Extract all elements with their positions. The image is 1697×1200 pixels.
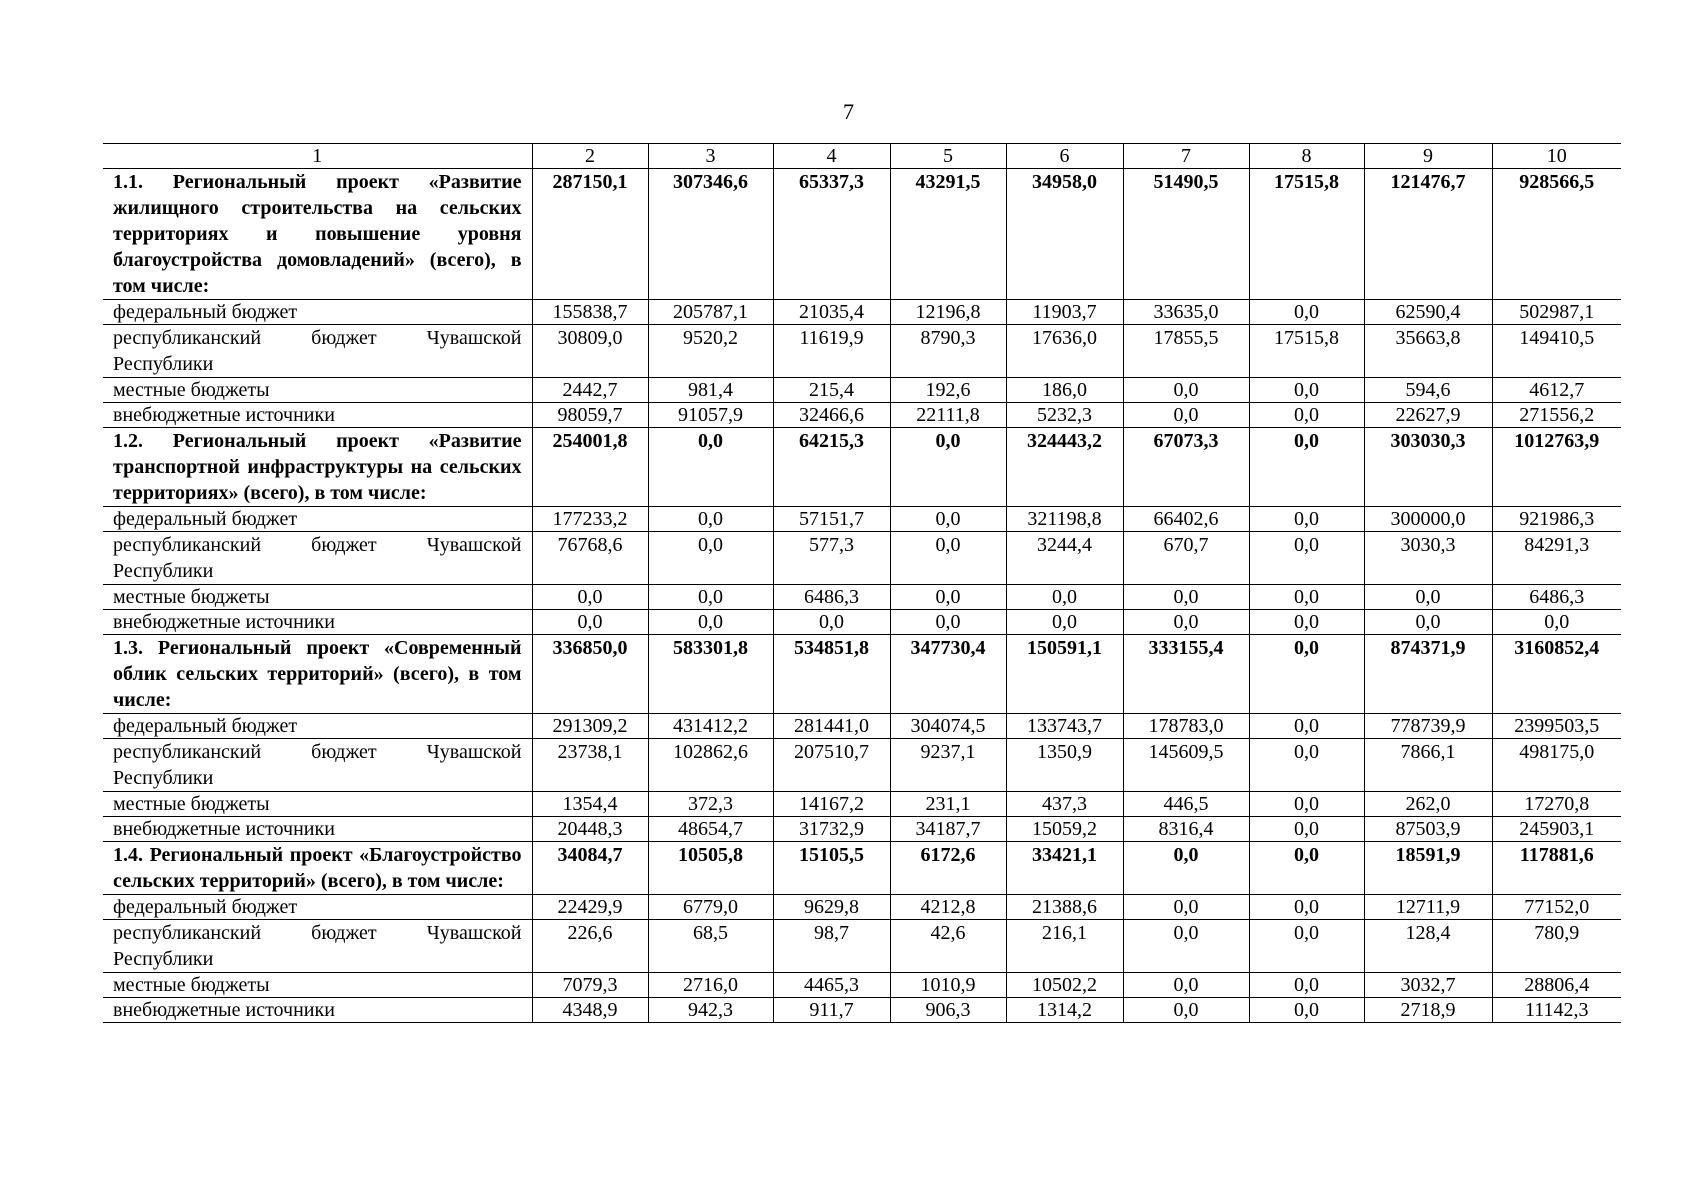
value-cell: 906,3 [890,998,1006,1023]
value-cell: 0,0 [1249,300,1364,325]
value-cell: 77152,0 [1492,895,1621,920]
value-cell: 8316,4 [1123,817,1249,842]
value-cell: 150591,1 [1006,635,1123,714]
value-cell: 30809,0 [532,325,648,378]
value-cell: 6486,3 [773,585,890,610]
value-cell: 62590,4 [1364,300,1492,325]
value-cell: 446,5 [1123,792,1249,817]
value-cell: 336850,0 [532,635,648,714]
value-cell: 780,9 [1492,920,1621,973]
value-cell: 231,1 [890,792,1006,817]
source-name-cell: федеральный бюджет [103,300,532,325]
value-cell: 51490,5 [1123,169,1249,300]
source-name-cell: местные бюджеты [103,973,532,998]
value-cell: 22627,9 [1364,403,1492,428]
source-row [103,300,1621,325]
column-number-cell: 4 [773,144,890,169]
source-row [103,739,1621,792]
source-row [103,895,1621,920]
value-cell: 64215,3 [773,428,890,507]
value-cell: 534851,8 [773,635,890,714]
value-cell: 0,0 [1249,973,1364,998]
value-cell: 0,0 [648,532,773,585]
value-cell: 91057,9 [648,403,773,428]
value-cell: 324443,2 [1006,428,1123,507]
value-cell: 21035,4 [773,300,890,325]
value-cell: 0,0 [1249,585,1364,610]
column-number-cell: 1 [103,144,532,169]
value-cell: 0,0 [890,532,1006,585]
value-cell: 15105,5 [773,842,890,895]
value-cell: 9629,8 [773,895,890,920]
value-cell: 245903,1 [1492,817,1621,842]
project-row [103,169,1621,300]
value-cell: 0,0 [1123,585,1249,610]
value-cell: 5232,3 [1006,403,1123,428]
value-cell: 0,0 [1123,895,1249,920]
value-cell: 347730,4 [890,635,1006,714]
value-cell: 15059,2 [1006,817,1123,842]
value-cell: 291309,2 [532,714,648,739]
value-cell: 0,0 [890,428,1006,507]
value-cell: 17270,8 [1492,792,1621,817]
column-number-cell: 10 [1492,144,1621,169]
value-cell: 670,7 [1123,532,1249,585]
value-cell: 0,0 [1249,635,1364,714]
value-cell: 1350,9 [1006,739,1123,792]
value-cell: 4465,3 [773,973,890,998]
source-name-cell: местные бюджеты [103,585,532,610]
value-cell: 0,0 [1006,585,1123,610]
value-cell: 17636,0 [1006,325,1123,378]
value-cell: 502987,1 [1492,300,1621,325]
value-cell: 98059,7 [532,403,648,428]
value-cell: 2718,9 [1364,998,1492,1023]
value-cell: 6486,3 [1492,585,1621,610]
value-cell: 2716,0 [648,973,773,998]
project-row [103,428,1621,507]
value-cell: 0,0 [1249,792,1364,817]
value-cell: 42,6 [890,920,1006,973]
value-cell: 928566,5 [1492,169,1621,300]
value-cell: 0,0 [890,585,1006,610]
value-cell: 34958,0 [1006,169,1123,300]
value-cell: 0,0 [1249,714,1364,739]
value-cell: 2442,7 [532,378,648,403]
value-cell: 43291,5 [890,169,1006,300]
value-cell: 177233,2 [532,507,648,532]
value-cell: 0,0 [1123,610,1249,635]
value-cell: 778739,9 [1364,714,1492,739]
value-cell: 333155,4 [1123,635,1249,714]
value-cell: 0,0 [532,610,648,635]
value-cell: 0,0 [1249,532,1364,585]
value-cell: 2399503,5 [1492,714,1621,739]
value-cell: 287150,1 [532,169,648,300]
source-row [103,325,1621,378]
value-cell: 0,0 [1364,585,1492,610]
value-cell: 67073,3 [1123,428,1249,507]
value-cell: 21388,6 [1006,895,1123,920]
source-name-cell: местные бюджеты [103,378,532,403]
value-cell: 12711,9 [1364,895,1492,920]
value-cell: 0,0 [532,585,648,610]
value-cell: 149410,5 [1492,325,1621,378]
value-cell: 0,0 [1123,842,1249,895]
value-cell: 281441,0 [773,714,890,739]
value-cell: 0,0 [1249,507,1364,532]
value-cell: 178783,0 [1123,714,1249,739]
project-name-cell: 1.1. Региональный проект «Развитие жилищного строительства на сельских территориях и повышение уровня благоустройства домовладений» (всего), в том числе: [103,169,532,300]
value-cell: 0,0 [1364,610,1492,635]
value-cell: 303030,3 [1364,428,1492,507]
value-cell: 10505,8 [648,842,773,895]
source-name-cell: республиканский бюджет Чувашской Республики [103,532,532,585]
value-cell: 10502,2 [1006,973,1123,998]
value-cell: 17515,8 [1249,169,1364,300]
value-cell: 0,0 [1249,610,1364,635]
project-name-cell: 1.3. Региональный проект «Современный облик сельских территорий» (всего), в том числе: [103,635,532,714]
value-cell: 0,0 [1249,378,1364,403]
source-row [103,403,1621,428]
value-cell: 437,3 [1006,792,1123,817]
value-cell: 0,0 [648,585,773,610]
value-cell: 594,6 [1364,378,1492,403]
budget-table [103,143,1621,1023]
source-row [103,507,1621,532]
project-row [103,635,1621,714]
source-row [103,378,1621,403]
value-cell: 0,0 [1249,817,1364,842]
value-cell: 11903,7 [1006,300,1123,325]
value-cell: 9237,1 [890,739,1006,792]
value-cell: 981,4 [648,378,773,403]
value-cell: 207510,7 [773,739,890,792]
source-row [103,998,1621,1023]
source-row [103,792,1621,817]
value-cell: 307346,6 [648,169,773,300]
value-cell: 34084,7 [532,842,648,895]
value-cell: 0,0 [1249,403,1364,428]
value-cell: 57151,7 [773,507,890,532]
value-cell: 65337,3 [773,169,890,300]
value-cell: 87503,9 [1364,817,1492,842]
value-cell: 28806,4 [1492,973,1621,998]
source-name-cell: федеральный бюджет [103,507,532,532]
value-cell: 4348,9 [532,998,648,1023]
value-cell: 226,6 [532,920,648,973]
value-cell: 0,0 [890,610,1006,635]
value-cell: 17855,5 [1123,325,1249,378]
value-cell: 0,0 [1123,920,1249,973]
value-cell: 7079,3 [532,973,648,998]
value-cell: 98,7 [773,920,890,973]
value-cell: 216,1 [1006,920,1123,973]
value-cell: 0,0 [1249,842,1364,895]
value-cell: 22429,9 [532,895,648,920]
value-cell: 3032,7 [1364,973,1492,998]
value-cell: 4612,7 [1492,378,1621,403]
value-cell: 321198,8 [1006,507,1123,532]
value-cell: 0,0 [648,507,773,532]
value-cell: 0,0 [648,428,773,507]
value-cell: 0,0 [1249,920,1364,973]
value-cell: 102862,6 [648,739,773,792]
value-cell: 271556,2 [1492,403,1621,428]
value-cell: 133743,7 [1006,714,1123,739]
value-cell: 0,0 [1123,403,1249,428]
column-number-cell: 5 [890,144,1006,169]
source-name-cell: федеральный бюджет [103,714,532,739]
value-cell: 117881,6 [1492,842,1621,895]
value-cell: 3244,4 [1006,532,1123,585]
value-cell: 431412,2 [648,714,773,739]
value-cell: 1354,4 [532,792,648,817]
column-number-cell: 9 [1364,144,1492,169]
value-cell: 583301,8 [648,635,773,714]
value-cell: 121476,7 [1364,169,1492,300]
value-cell: 0,0 [890,507,1006,532]
value-cell: 0,0 [1249,998,1364,1023]
source-name-cell: местные бюджеты [103,792,532,817]
value-cell: 0,0 [773,610,890,635]
source-row [103,585,1621,610]
value-cell: 48654,7 [648,817,773,842]
value-cell: 8790,3 [890,325,1006,378]
value-cell: 304074,5 [890,714,1006,739]
value-cell: 128,4 [1364,920,1492,973]
value-cell: 498175,0 [1492,739,1621,792]
page-number: 7 [843,99,854,124]
value-cell: 20448,3 [532,817,648,842]
value-cell: 911,7 [773,998,890,1023]
value-cell: 68,5 [648,920,773,973]
value-cell: 11619,9 [773,325,890,378]
value-cell: 76768,6 [532,532,648,585]
value-cell: 31732,9 [773,817,890,842]
value-cell: 12196,8 [890,300,1006,325]
value-cell: 6172,6 [890,842,1006,895]
value-cell: 372,3 [648,792,773,817]
value-cell: 9520,2 [648,325,773,378]
project-name-cell: 1.2. Региональный проект «Развитие транспортной инфраструктуры на сельских территориях» (всего), в том числе: [103,428,532,507]
project-name-cell: 1.4. Региональный проект «Благоустройство сельских территорий» (всего), в том числе: [103,842,532,895]
value-cell: 0,0 [1006,610,1123,635]
value-cell: 0,0 [1123,378,1249,403]
value-cell: 66402,6 [1123,507,1249,532]
column-number-cell: 2 [532,144,648,169]
value-cell: 0,0 [648,610,773,635]
source-name-cell: республиканский бюджет Чувашской Республики [103,325,532,378]
value-cell: 33635,0 [1123,300,1249,325]
value-cell: 145609,5 [1123,739,1249,792]
value-cell: 32466,6 [773,403,890,428]
value-cell: 34187,7 [890,817,1006,842]
source-name-cell: внебюджетные источники [103,998,532,1023]
source-row [103,920,1621,973]
project-row [103,842,1621,895]
value-cell: 577,3 [773,532,890,585]
column-number-cell: 8 [1249,144,1364,169]
value-cell: 1012763,9 [1492,428,1621,507]
source-row [103,817,1621,842]
value-cell: 155838,7 [532,300,648,325]
value-cell: 22111,8 [890,403,1006,428]
column-number-row [103,144,1621,169]
value-cell: 35663,8 [1364,325,1492,378]
value-cell: 18591,9 [1364,842,1492,895]
source-name-cell: федеральный бюджет [103,895,532,920]
value-cell: 0,0 [1249,428,1364,507]
value-cell: 6779,0 [648,895,773,920]
value-cell: 0,0 [1249,895,1364,920]
source-row [103,532,1621,585]
source-row [103,714,1621,739]
source-name-cell: внебюджетные источники [103,817,532,842]
value-cell: 205787,1 [648,300,773,325]
value-cell: 11142,3 [1492,998,1621,1023]
source-name-cell: республиканский бюджет Чувашской Республики [103,920,532,973]
value-cell: 300000,0 [1364,507,1492,532]
value-cell: 0,0 [1492,610,1621,635]
column-number-cell: 6 [1006,144,1123,169]
value-cell: 14167,2 [773,792,890,817]
value-cell: 215,4 [773,378,890,403]
value-cell: 3030,3 [1364,532,1492,585]
source-name-cell: внебюджетные источники [103,403,532,428]
value-cell: 23738,1 [532,739,648,792]
value-cell: 3160852,4 [1492,635,1621,714]
value-cell: 262,0 [1364,792,1492,817]
value-cell: 254001,8 [532,428,648,507]
value-cell: 1314,2 [1006,998,1123,1023]
source-name-cell: республиканский бюджет Чувашской Республики [103,739,532,792]
source-row [103,973,1621,998]
value-cell: 0,0 [1123,998,1249,1023]
value-cell: 7866,1 [1364,739,1492,792]
value-cell: 1010,9 [890,973,1006,998]
source-name-cell: внебюджетные источники [103,610,532,635]
value-cell: 192,6 [890,378,1006,403]
value-cell: 186,0 [1006,378,1123,403]
value-cell: 33421,1 [1006,842,1123,895]
value-cell: 921986,3 [1492,507,1621,532]
value-cell: 942,3 [648,998,773,1023]
value-cell: 4212,8 [890,895,1006,920]
value-cell: 17515,8 [1249,325,1364,378]
value-cell: 0,0 [1249,739,1364,792]
source-row [103,610,1621,635]
value-cell: 0,0 [1123,973,1249,998]
column-number-cell: 7 [1123,144,1249,169]
column-number-cell: 3 [648,144,773,169]
value-cell: 874371,9 [1364,635,1492,714]
value-cell: 84291,3 [1492,532,1621,585]
